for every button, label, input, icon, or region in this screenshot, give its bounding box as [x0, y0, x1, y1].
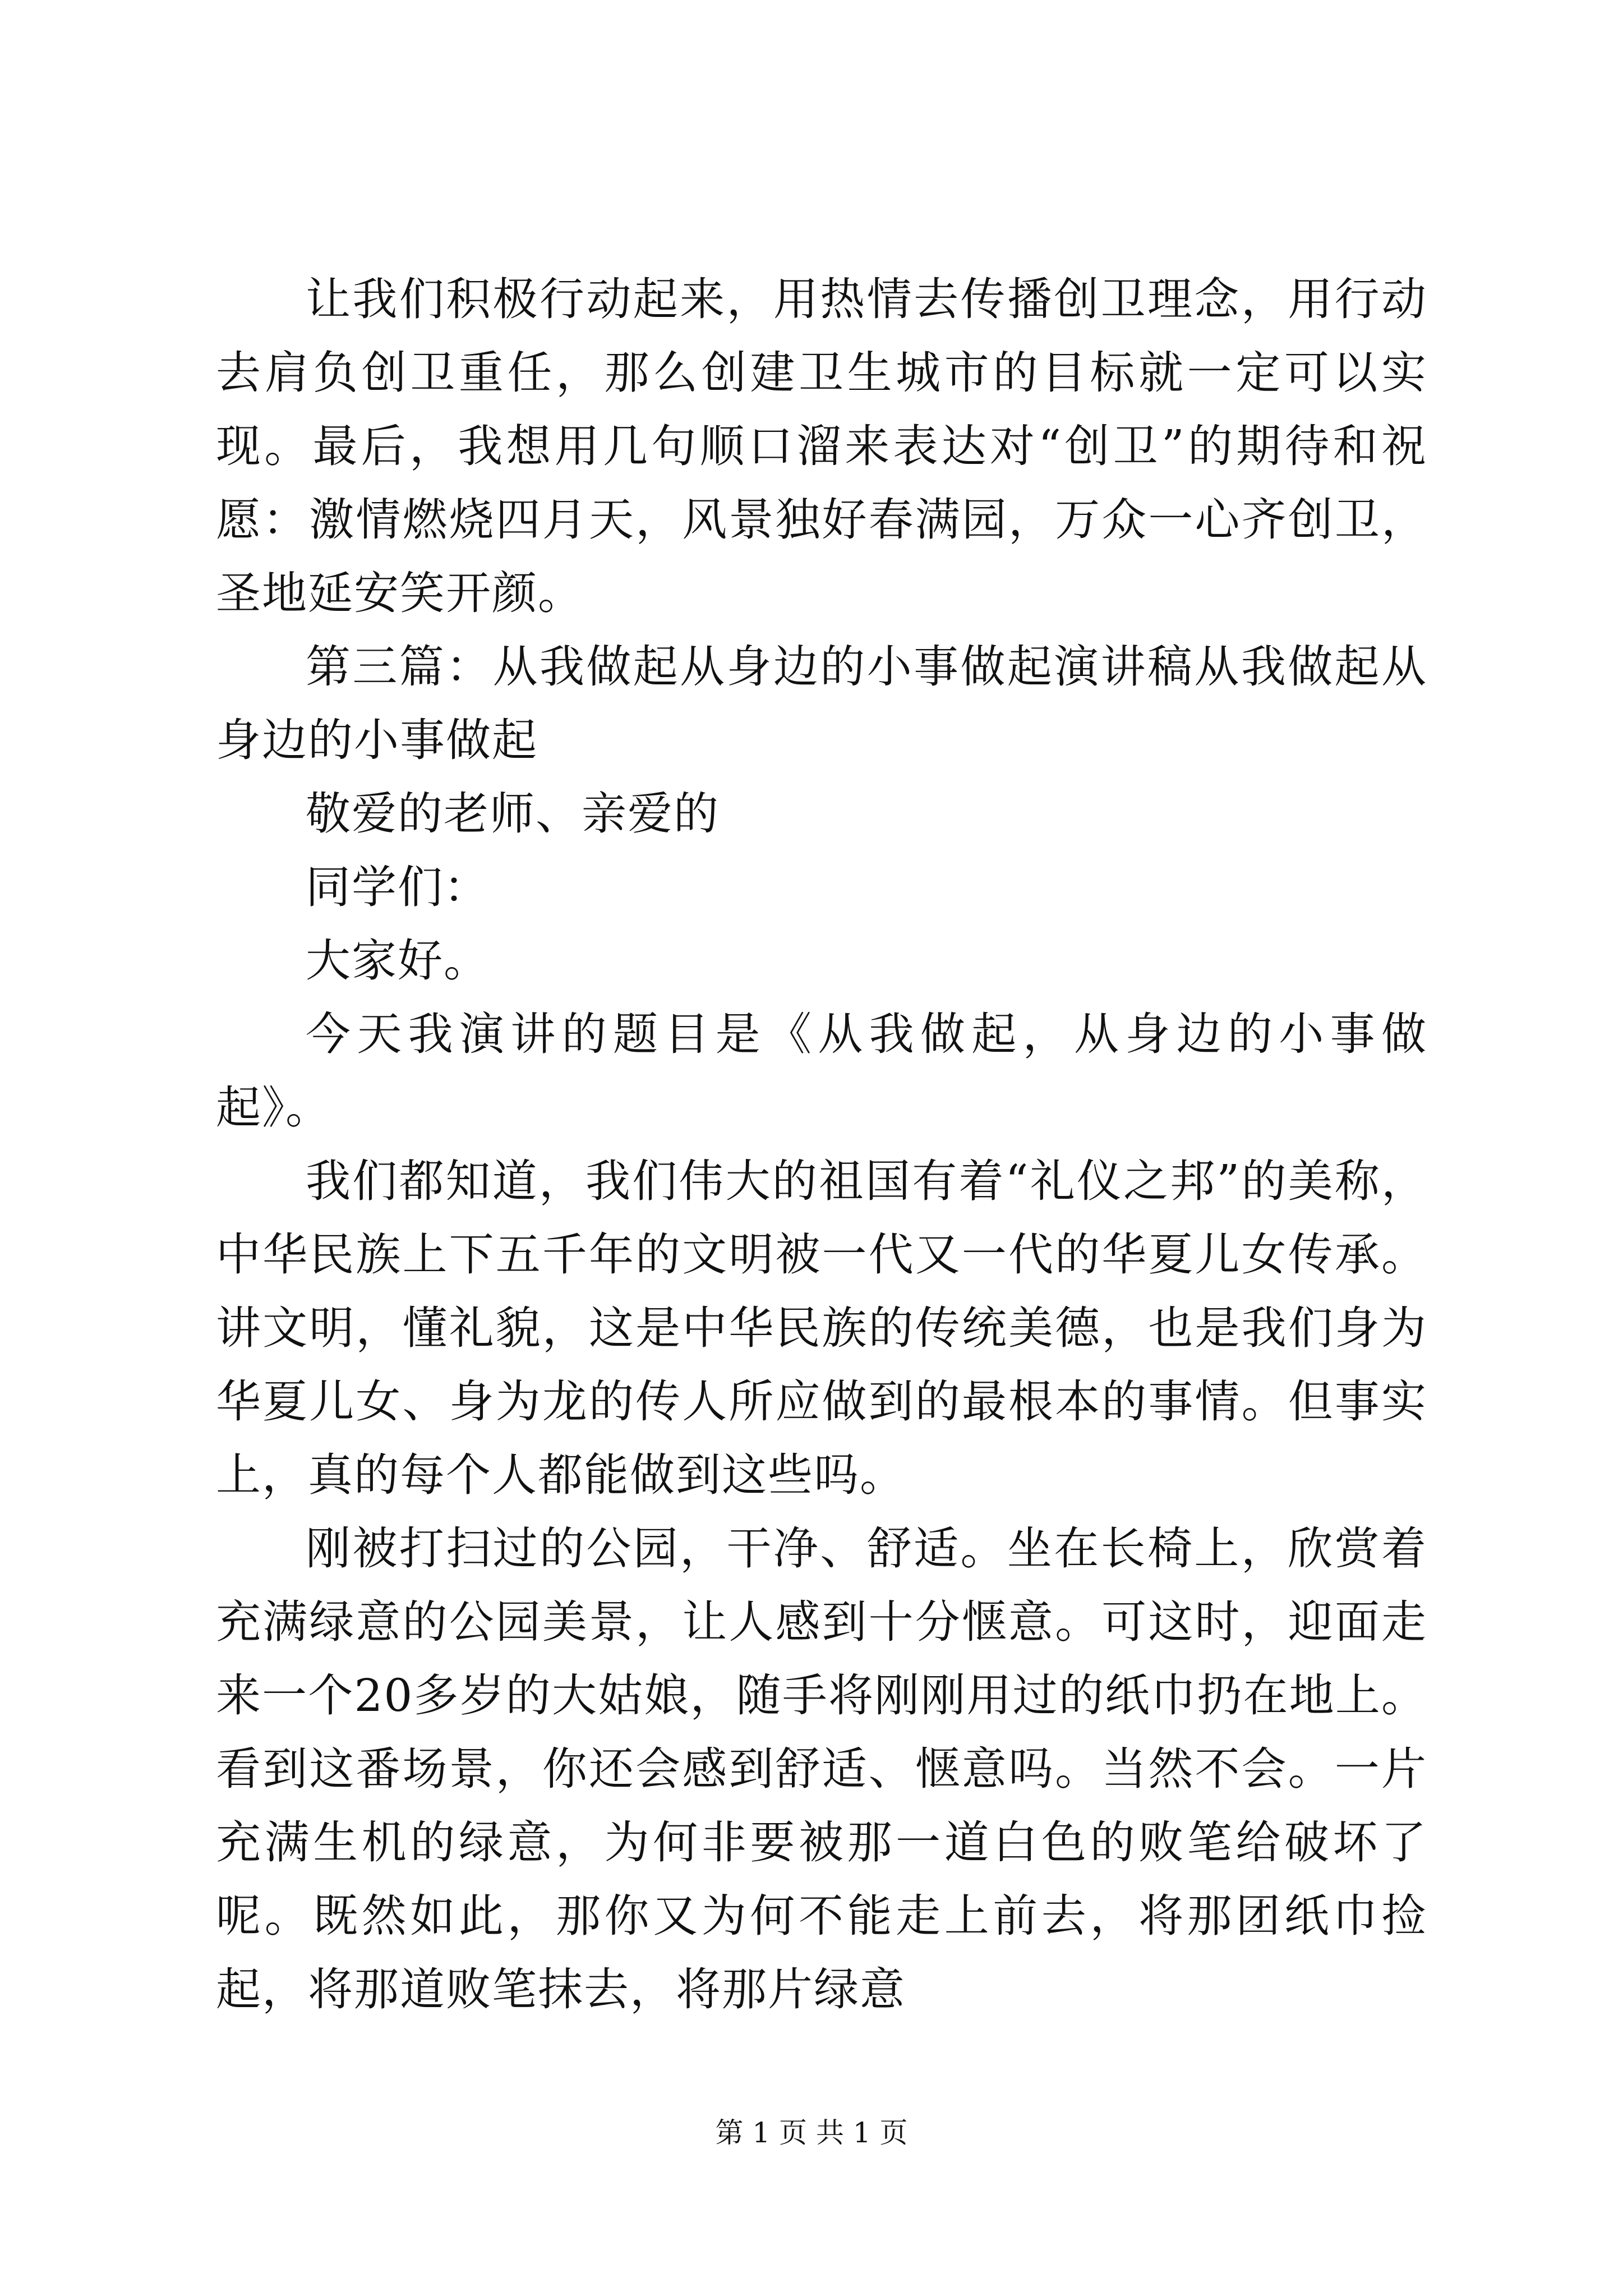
paragraph-8: 刚被打扫过的公园，干净、舒适。坐在长椅上，欣赏着充满绿意的公园美景，让人感到十分惬意。可这时，迎面走来一个20多岁的大姑娘，随手将刚刚用过的纸巾扔在地上。看到这番场景，你还会感到舒适、惬意吗。当然不会。一片充满生机的绿意，为何非要被那一道白色的败笔给破坏了呢。既然如此，那你又为何不能走上前去，将那团纸巾捡起，将那道败笔抹去，将那片绿意 — [216, 1522, 1427, 2016]
document-body — [216, 263, 1427, 2026]
paragraph-6-topic: 今天我演讲的题目是《从我做起，从身边的小事做起》。 — [216, 1008, 1427, 1134]
paragraph-5-greeting: 大家好。 — [306, 935, 490, 987]
page-number-footer: 第 1 页 共 1 页 — [715, 2116, 908, 2149]
paragraph-3-salutation: 敬爱的老师、亲爱的 — [306, 788, 720, 840]
paragraph-1: 让我们积极行动起来，用热情去传播创卫理念，用行动去肩负创卫重任，那么创建卫生城市的目标就一定可以实现。最后，我想用几句顺口溜来表达对“创卫”的期待和祝愿：激情燃烧四月天，风景独好春满园，万众一心齐创卫，圣地延安笑开颜。 — [216, 273, 1427, 619]
paragraph-2-section-heading: 第三篇：从我做起从身边的小事做起演讲稿从我做起从身边的小事做起 — [216, 641, 1427, 766]
paragraph-4-salutation: 同学们： — [306, 861, 490, 913]
paragraph-7: 我们都知道，我们伟大的祖国有着“礼仪之邦”的美称，中华民族上下五千年的文明被一代又一代的华夏儿女传承。讲文明，懂礼貌，这是中华民族的传统美德，也是我们身为华夏儿女、身为龙的传人所应做到的最根本的事情。但事实上，真的每个人都能做到这些吗。 — [216, 1155, 1427, 1501]
